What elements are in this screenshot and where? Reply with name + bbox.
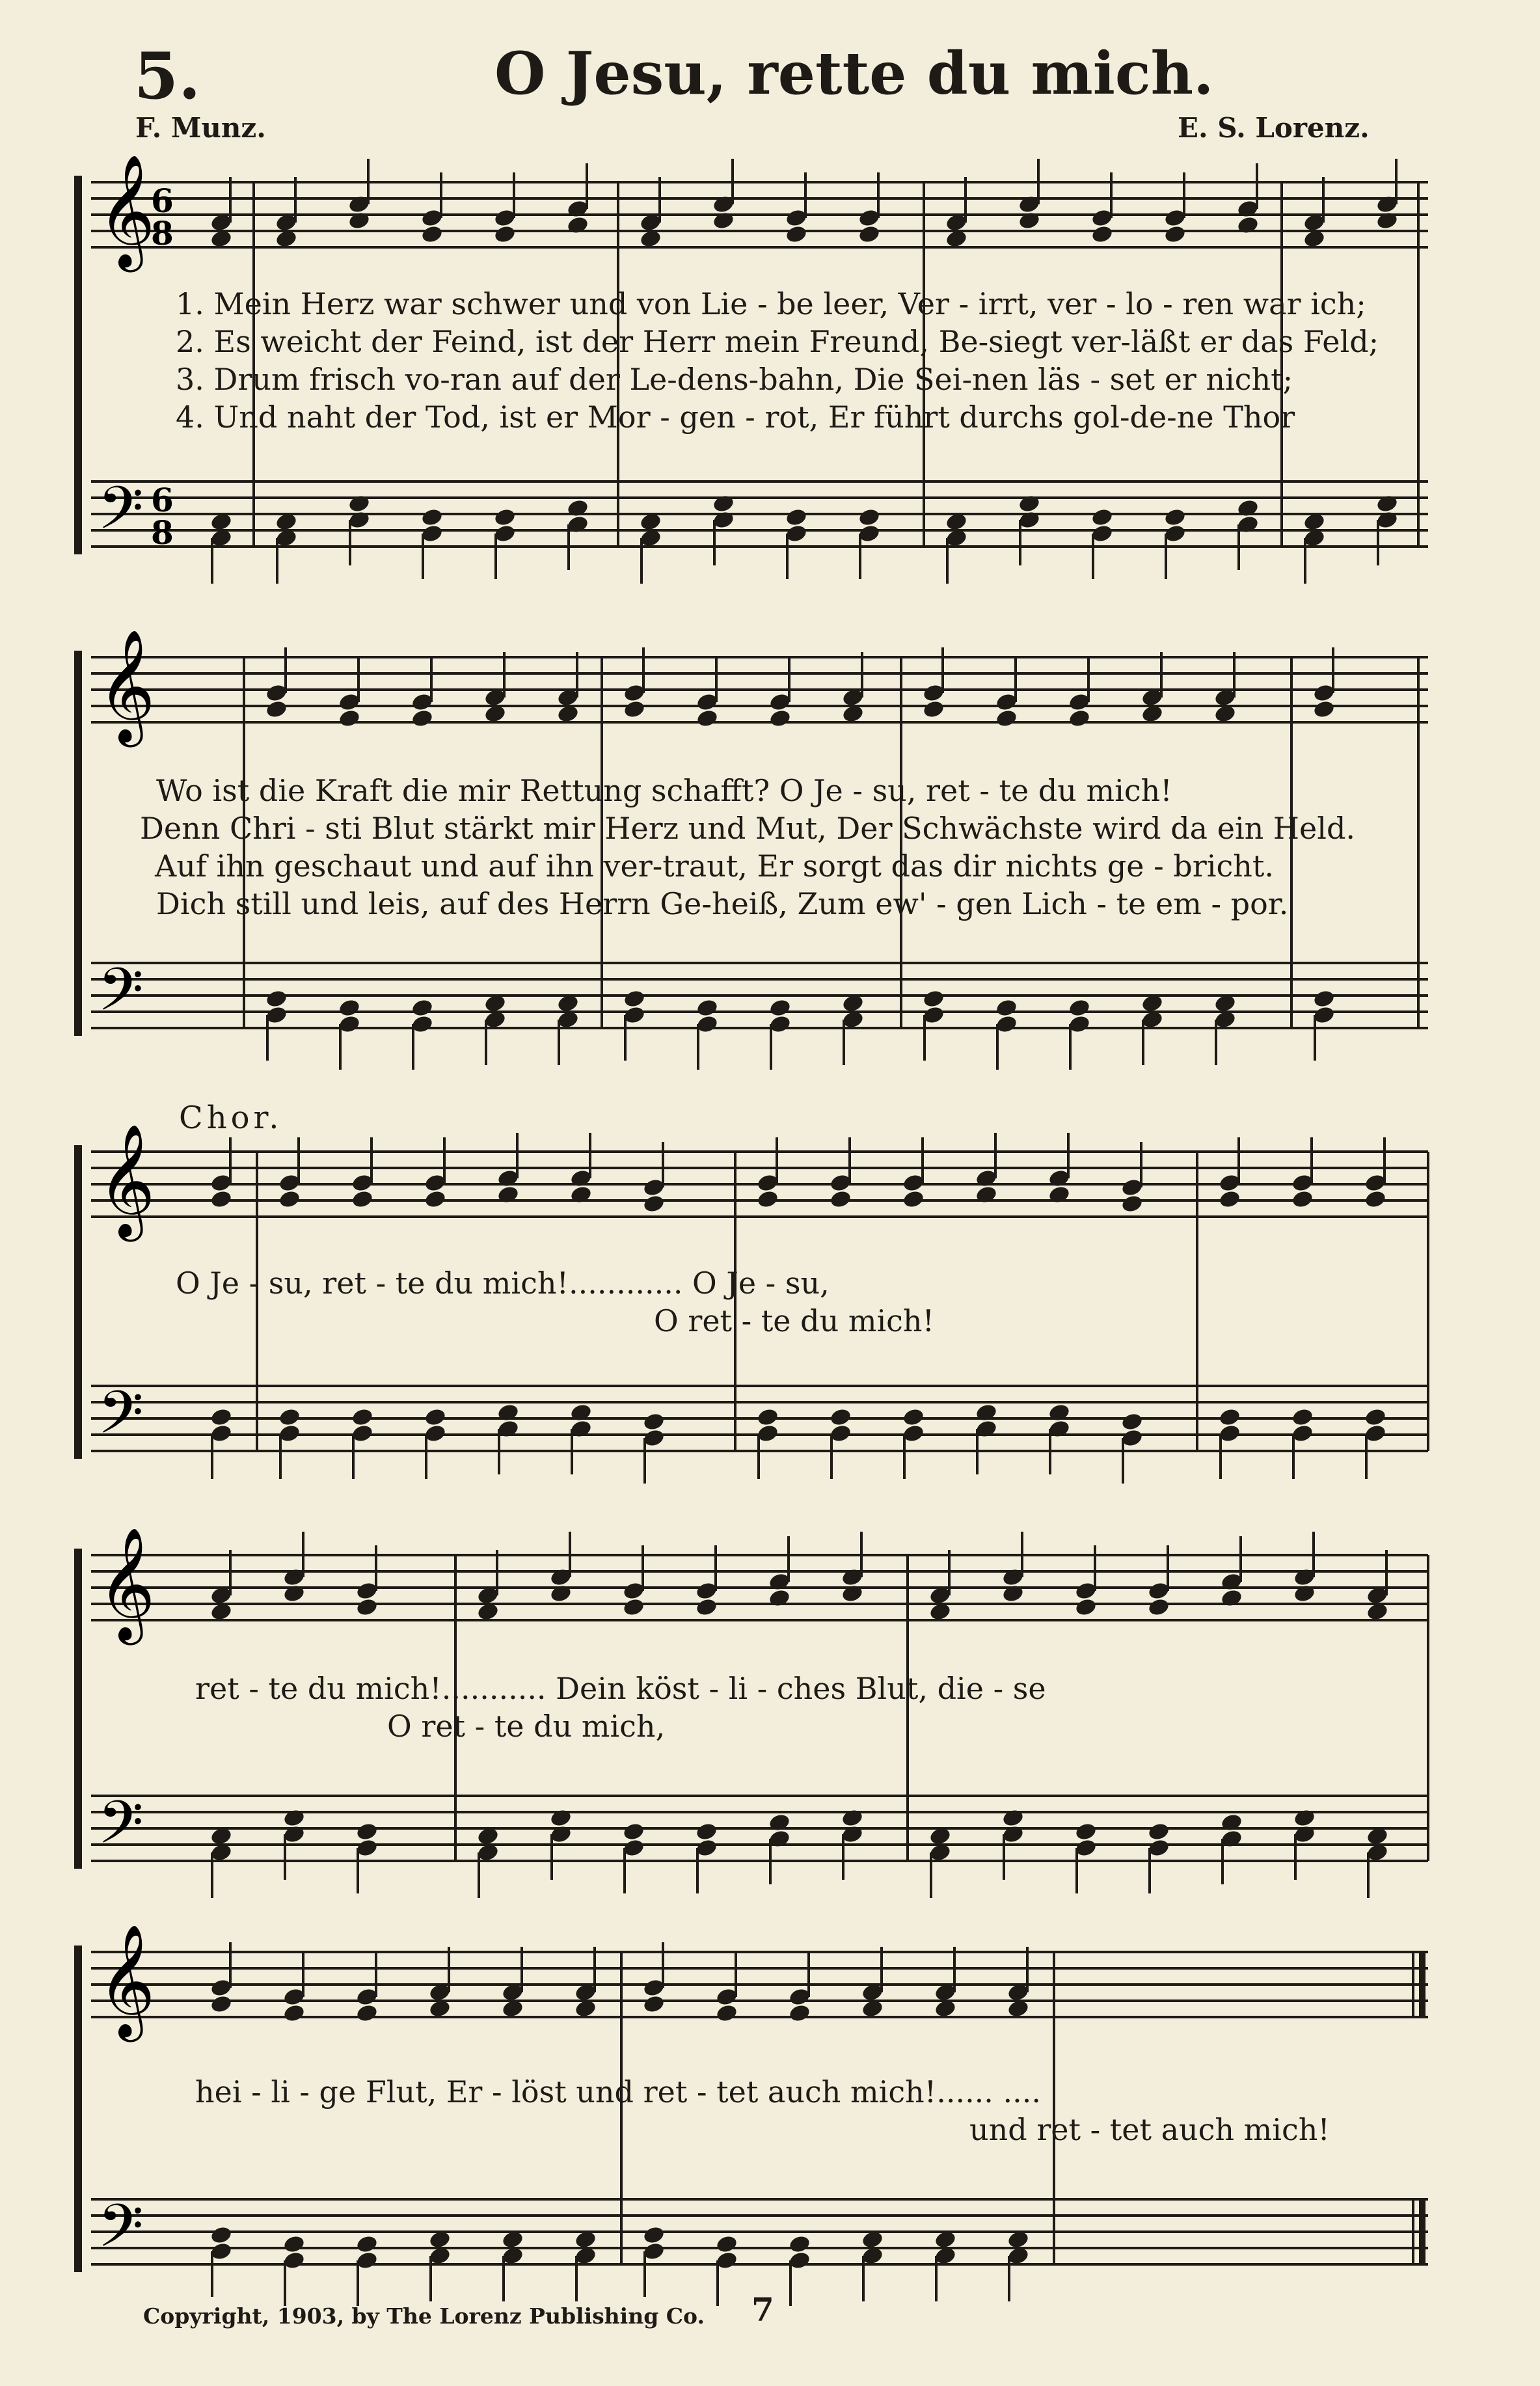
notehead	[282, 2003, 306, 2024]
notehead	[829, 1189, 852, 1210]
notehead	[209, 2225, 233, 2245]
notehead	[411, 709, 434, 729]
bass-clef-icon: 𝄢	[98, 474, 144, 557]
verse-line-2: 2. Es weicht der Feind, ist der Herr mein Freund, Be-siegt ver-läßt er das Feld;	[176, 324, 1379, 359]
notehead	[338, 998, 361, 1018]
notehead	[642, 1194, 666, 1214]
notehead	[715, 2234, 738, 2255]
notehead	[1364, 1407, 1387, 1428]
bass-clef-icon: 𝄢	[98, 1788, 144, 1871]
treble-clef-icon: 𝄞	[98, 154, 155, 267]
notehead	[696, 709, 719, 729]
notehead	[209, 1994, 233, 2014]
notehead	[622, 1597, 645, 1618]
notehead	[1312, 989, 1336, 1009]
notehead	[622, 1822, 645, 1842]
notehead	[1291, 1189, 1314, 1210]
bass-clef-icon: 𝄢	[98, 1378, 144, 1461]
notehead	[411, 998, 434, 1018]
notehead	[829, 1407, 852, 1428]
notehead	[1312, 699, 1336, 720]
system-brace-5	[74, 1945, 82, 2272]
notehead	[922, 699, 945, 720]
notehead	[902, 1407, 925, 1428]
verse-line-1: 1. Mein Herz war schwer und von Lie - be leer, Ver - irrt, ver - lo - ren war ich;	[176, 286, 1366, 321]
notehead	[756, 1189, 779, 1210]
notehead	[922, 989, 945, 1009]
verse-cont-line-2: Denn Chri - sti Blut stärkt mir Herz und Mut, Der Schwächste wird da ein Held.	[140, 811, 1356, 846]
notehead	[355, 2234, 379, 2255]
notehead	[1218, 1189, 1241, 1210]
notehead	[902, 1189, 925, 1210]
notehead	[209, 1407, 233, 1428]
notehead	[1074, 1822, 1098, 1842]
bass-notes-3	[209, 1403, 1387, 1484]
notehead	[995, 998, 1018, 1018]
notehead	[623, 989, 646, 1009]
system-brace-2	[74, 651, 82, 1036]
notehead	[858, 224, 881, 245]
bass-clef-icon: 𝄢	[98, 955, 144, 1038]
notehead	[1147, 1597, 1170, 1618]
verse-line-4: 4. Und naht der Tod, ist er Mor - gen - rot, Er führt durchs gol-de-ne Thor	[176, 400, 1295, 435]
notehead	[351, 1189, 374, 1210]
notehead	[1090, 224, 1114, 245]
treble-notes-1	[209, 159, 1399, 249]
bass-notes-4	[209, 1808, 1389, 1898]
treble-clef-icon: 𝄞	[98, 1527, 155, 1640]
treble-clef-icon: 𝄞	[98, 629, 155, 742]
system-brace-3	[74, 1145, 82, 1459]
composer-credit: E. S. Lorenz.	[1178, 112, 1370, 144]
notehead	[355, 1597, 379, 1618]
notehead	[756, 1407, 779, 1428]
notehead	[420, 224, 444, 245]
notehead	[623, 699, 646, 720]
notehead	[1163, 508, 1187, 528]
music-system-3	[0, 1119, 1540, 1484]
chorus-label: Chor.	[179, 1100, 283, 1136]
notehead	[788, 2003, 811, 2024]
notehead	[642, 1412, 666, 1432]
notehead	[493, 508, 517, 528]
notehead	[785, 508, 808, 528]
treble-notes-4	[209, 1532, 1389, 1621]
notehead	[351, 1407, 374, 1428]
notehead	[493, 224, 517, 245]
notehead	[1068, 998, 1091, 1018]
hymn-title: O Jesu, rette du mich.	[494, 39, 1214, 108]
notehead	[1291, 1407, 1314, 1428]
notehead	[1074, 1597, 1098, 1618]
notehead	[278, 1407, 301, 1428]
notehead	[355, 1822, 379, 1842]
chorus-line-1: O Je - su, ret - te du mich!............ O Je - su,	[176, 1266, 830, 1301]
notehead	[995, 709, 1018, 729]
verse-cont-line-3: Auf ihn geschaut und auf ihn ver-traut, Er sorgt das dir nichts ge - bricht.	[155, 848, 1274, 884]
notehead	[785, 224, 808, 245]
notehead	[768, 998, 792, 1018]
notehead	[715, 2003, 738, 2024]
notehead	[768, 709, 792, 729]
notehead	[1147, 1822, 1170, 1842]
notehead	[858, 508, 881, 528]
notehead	[1090, 508, 1114, 528]
final-double-barline	[1413, 1952, 1422, 2264]
notehead	[265, 699, 288, 720]
notehead	[338, 709, 361, 729]
chorus-line-2: ret - te du mich!........... Dein köst - li - ches Blut, die - se	[195, 1671, 1046, 1706]
bass-clef-icon: 𝄢	[98, 2191, 144, 2275]
verse-cont-line-4: Dich still und leis, auf des Herrn Ge-heiß, Zum ew' - gen Lich - te em - por.	[156, 886, 1289, 921]
treble-clef-icon: 𝄞	[98, 1124, 155, 1237]
chorus-line-2-alt: O ret - te du mich,	[387, 1709, 666, 1744]
notehead	[695, 1597, 718, 1618]
treble-time-denominator: 8	[151, 214, 174, 252]
copyright-notice: Copyright, 1903, by The Lorenz Publishing Co.	[143, 2303, 705, 2329]
bass-time-numerator: 6	[151, 481, 174, 519]
notehead	[424, 1407, 447, 1428]
notehead	[278, 1189, 301, 1210]
notehead	[282, 2234, 306, 2255]
treble-time-numerator: 6	[151, 182, 174, 220]
treble-notes-2	[265, 647, 1336, 728]
notehead	[424, 1189, 447, 1210]
hymn-number: 5.	[134, 39, 201, 114]
system-brace-4	[74, 1549, 82, 1869]
notehead	[265, 989, 288, 1009]
notehead	[696, 998, 719, 1018]
bass-time-denominator: 8	[151, 513, 174, 552]
notehead	[1218, 1407, 1241, 1428]
verse-line-3: 3. Drum frisch vo-ran auf der Le-dens-bahn, Die Sei-nen läs - set er nicht;	[176, 362, 1293, 397]
notehead	[1163, 224, 1187, 245]
page-number: 7	[751, 2290, 774, 2329]
notehead	[1120, 1412, 1144, 1432]
notehead	[209, 1189, 233, 1210]
chorus-line-3: hei - li - ge Flut, Er - löst und ret - tet auch mich!...... ....	[195, 2074, 1042, 2109]
notehead	[788, 2234, 811, 2255]
notehead	[1120, 1194, 1144, 1214]
treble-notes-5	[209, 1942, 1030, 2023]
notehead	[1068, 709, 1091, 729]
system-brace-1	[74, 176, 82, 554]
notehead	[420, 508, 444, 528]
verse-cont-line-1: Wo ist die Kraft die mir Rettung schafft? O Je - su, ret - te du mich!	[156, 773, 1172, 808]
treble-clef-icon: 𝄞	[98, 1924, 155, 2037]
notehead	[642, 1994, 666, 2014]
notehead	[695, 1822, 718, 1842]
chorus-line-3-alt: und ret - tet auch mich!	[969, 2112, 1330, 2147]
bass-notes-1	[209, 494, 1399, 584]
notehead	[355, 2003, 379, 2024]
notehead	[1364, 1189, 1387, 1210]
lyricist-credit: F. Munz.	[135, 112, 266, 144]
notehead	[642, 2225, 666, 2245]
chorus-line-1-alt: O ret - te du mich!	[654, 1303, 935, 1338]
